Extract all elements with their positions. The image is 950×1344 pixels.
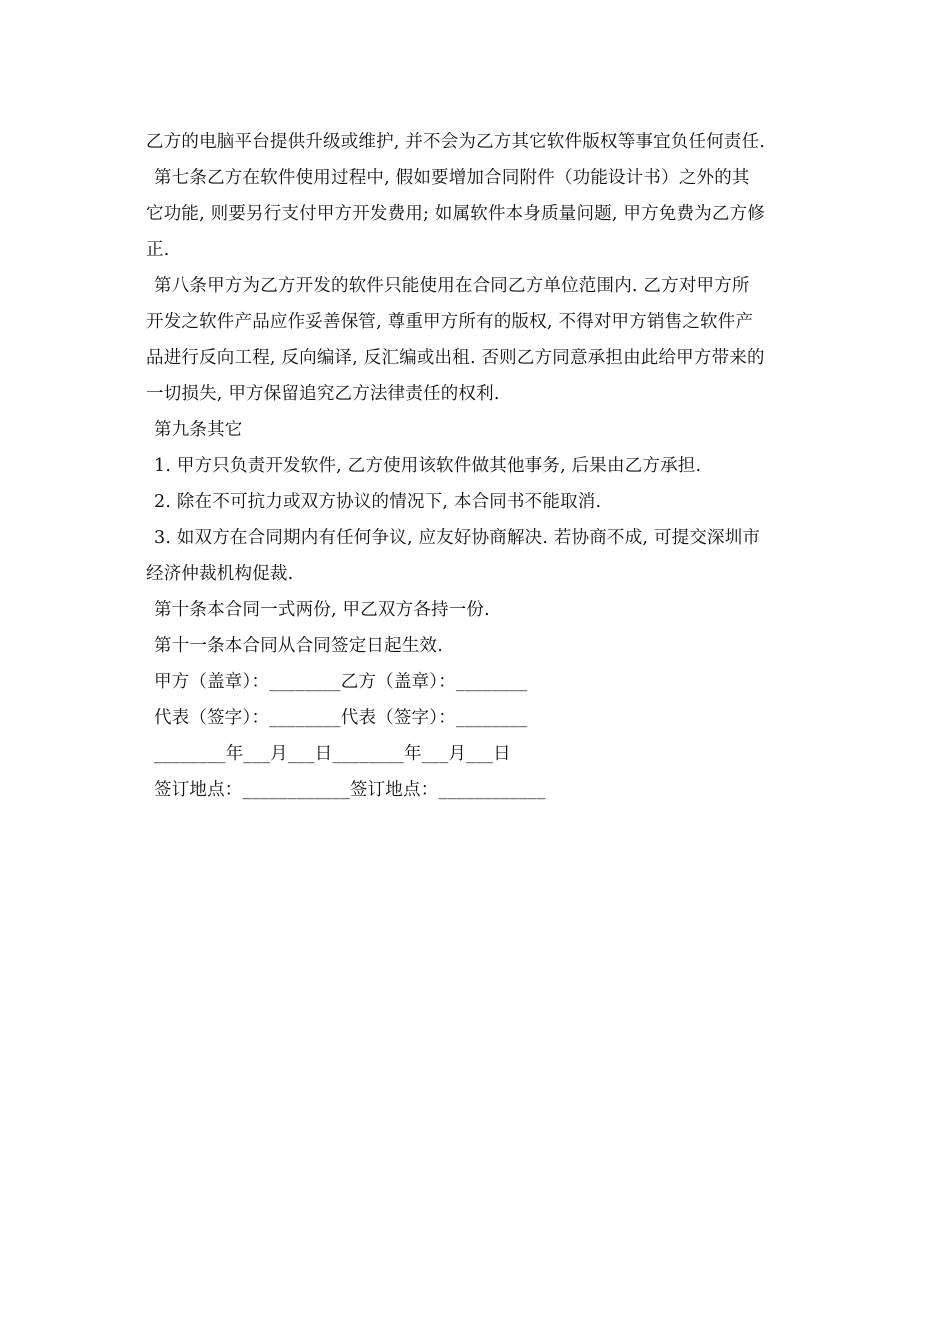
date-line: ________年___月___日________年___月___日 [154,744,511,764]
list-item: 1. 甲方只负责开发软件, 乙方使用该软件做其他事务, 后果由乙方承担. [154,456,702,476]
paragraph-line: 品进行反向工程, 反向编译, 反汇编或出租. 否则乙方同意承担由此给甲方带来的 [146,348,765,368]
paragraph-line: 一切损失, 甲方保留追究乙方法律责任的权利. [146,384,500,404]
seal-line: 甲方（盖章）：________乙方（盖章）：________ [154,672,528,692]
paragraph-line: 开发之软件产品应作妥善保管, 尊重甲方所有的版权, 不得对甲方销售之软件产 [146,312,754,332]
article-11-line: 第十一条本合同从合同签定日起生效. [154,636,443,656]
paragraph-line: 正. [146,240,170,260]
paragraph-line: 它功能, 则要另行支付甲方开发费用; 如属软件本身质量问题, 甲方免费为乙方修 [146,204,766,224]
article-10-line: 第十条本合同一式两份, 甲乙双方各持一份. [154,600,490,620]
list-item: 3. 如双方在合同期内有任何争议, 应友好协商解决. 若协商不成, 可提交深圳市 [154,528,761,548]
signature-line: 代表（签字）：________代表（签字）：________ [154,708,528,728]
article-9-heading: 第九条其它 [154,420,243,440]
paragraph-line: 经济仲裁机构促裁. [146,564,294,584]
list-item: 2. 除在不可抗力或双方协议的情况下, 本合同书不能取消. [154,492,602,512]
article-8-line: 第八条甲方为乙方开发的软件只能使用在合同乙方单位范围内. 乙方对甲方所 [154,276,750,296]
paragraph-line: 乙方的电脑平台提供升级或维护, 并不会为乙方其它软件版权等事宜负任何责任. [146,132,766,152]
signing-place-line: 签订地点：____________签订地点：____________ [154,780,546,800]
contract-text [146,124,816,808]
article-7-line: 第七条乙方在软件使用过程中, 假如要增加合同附件（功能设计书）之外的其 [154,168,750,188]
